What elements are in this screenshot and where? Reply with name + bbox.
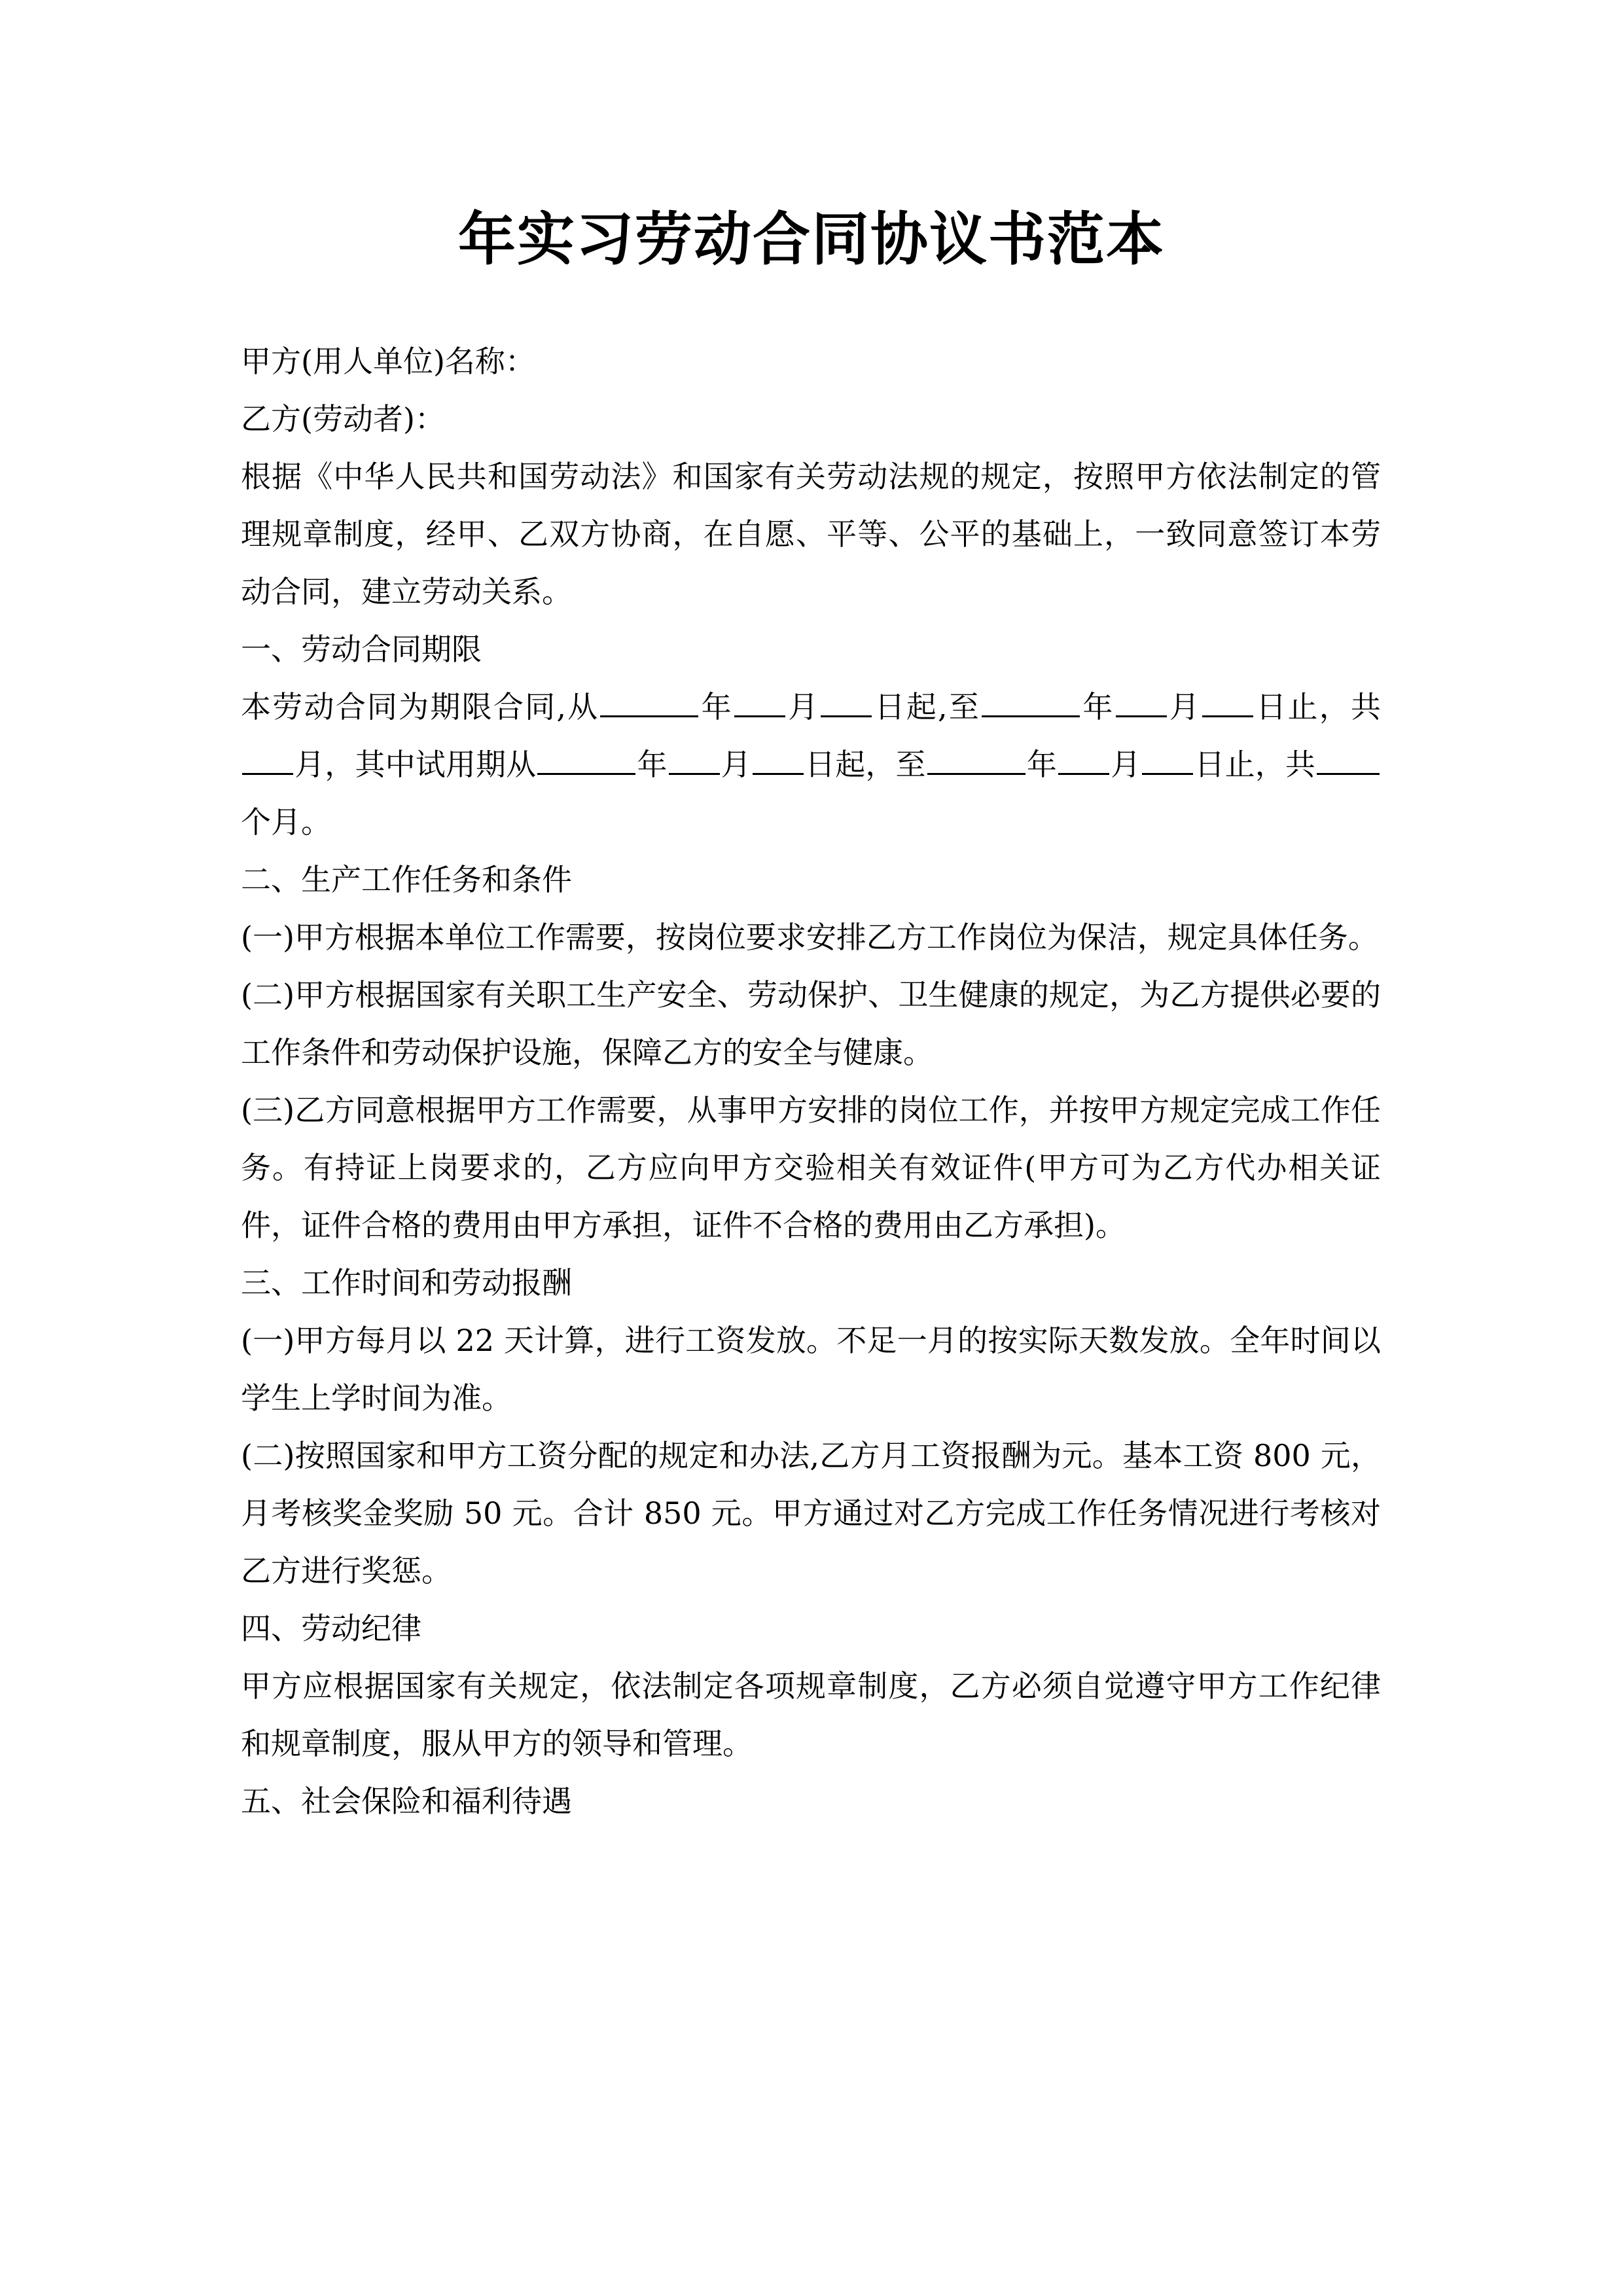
blank-total-months[interactable] bbox=[242, 743, 293, 775]
term-text-2: 年 bbox=[700, 689, 733, 725]
blank-end-month[interactable] bbox=[1116, 685, 1167, 717]
blank-probation-months[interactable] bbox=[1317, 743, 1380, 775]
section-4-item-1: 甲方应根据国家有关规定，依法制定各项规章制度，乙方必须自觉遵守甲方工作纪律和规章制度，服从甲方的领导和管理。 bbox=[241, 1668, 1381, 1761]
section-heading-5: 五、社会保险和福利待遇 bbox=[241, 1784, 572, 1819]
blank-start-month[interactable] bbox=[734, 685, 785, 717]
blank-start-year[interactable] bbox=[600, 685, 698, 717]
section-heading-2: 二、生产工作任务和条件 bbox=[241, 862, 572, 897]
section-3-item-2: (二)按照国家和甲方工资分配的规定和办法,乙方月工资报酬为元。基本工资 800 元，月考核奖金奖励 50 元。合计 850 元。甲方通过对乙方完成工作任务情况进行考核对乙方进行奖惩。 bbox=[241, 1438, 1381, 1588]
section-2-item-2: (二)甲方根据国家有关职工生产安全、劳动保护、卫生健康的规定，为乙方提供必要的工作条件和劳动保护设施，保障乙方的安全与健康。 bbox=[241, 977, 1381, 1070]
blank-end-day[interactable] bbox=[1202, 685, 1253, 717]
term-text-3: 月 bbox=[786, 689, 820, 725]
section-heading-3: 三、工作时间和劳动报酬 bbox=[241, 1265, 572, 1300]
page-title: 年实习劳动合同协议书范本 bbox=[457, 204, 1165, 273]
document-body bbox=[241, 332, 1381, 1830]
blank-start-day[interactable] bbox=[821, 685, 872, 717]
term-text-8: 月，其中试用期从 bbox=[294, 747, 537, 782]
party-b-label: 乙方(劳动者)： bbox=[241, 401, 445, 437]
term-text-9: 年 bbox=[637, 747, 668, 782]
section-2-item-1: (一)甲方根据本单位工作需要，按岗位要求安排乙方工作岗位为保洁，规定具体任务。 bbox=[241, 920, 1378, 955]
term-text-6: 月 bbox=[1168, 689, 1202, 725]
term-text-14: 日止，共 bbox=[1194, 747, 1316, 782]
section-heading-1: 一、劳动合同期限 bbox=[241, 632, 482, 667]
term-text-7: 日止，共 bbox=[1255, 689, 1382, 725]
blank-probation-start-day[interactable] bbox=[753, 743, 804, 775]
term-text-4: 日起,至 bbox=[873, 689, 981, 725]
blank-end-year[interactable] bbox=[982, 685, 1080, 717]
term-text-1: 本劳动合同为期限合同,从 bbox=[241, 689, 599, 725]
term-text-10: 月 bbox=[721, 747, 751, 782]
section-heading-4: 四、劳动纪律 bbox=[241, 1611, 421, 1646]
blank-probation-start-year[interactable] bbox=[537, 743, 635, 775]
blank-probation-end-year[interactable] bbox=[927, 743, 1026, 775]
blank-probation-end-day[interactable] bbox=[1142, 743, 1193, 775]
term-text-15: 个月。 bbox=[241, 804, 331, 840]
term-text-5: 年 bbox=[1081, 689, 1115, 725]
party-a-label: 甲方(用人单位)名称： bbox=[241, 344, 535, 379]
section-2-item-3: (三)乙方同意根据甲方工作需要，从事甲方安排的岗位工作，并按甲方规定完成工作任务。有持证上岗要求的，乙方应向甲方交验相关有效证件(甲方可为乙方代办相关证件，证件合格的费用由甲方承担，证件不合格的费用由乙方承担)。 bbox=[241, 1092, 1381, 1243]
blank-probation-end-month[interactable] bbox=[1058, 743, 1109, 775]
contract-term-line bbox=[241, 678, 1381, 851]
term-text-11: 日起，至 bbox=[804, 747, 926, 782]
blank-probation-start-month[interactable] bbox=[669, 743, 720, 775]
section-3-item-1: (一)甲方每月以 22 天计算，进行工资发放。不足一月的按实际天数发放。全年时间以学生上学时间为准。 bbox=[241, 1323, 1381, 1416]
term-text-13: 月 bbox=[1110, 747, 1141, 782]
preamble-paragraph: 根据《中华人民共和国劳动法》和国家有关劳动法规的规定，按照甲方依法制定的管理规章制度，经甲、乙双方协商，在自愿、平等、公平的基础上，一致同意签订本劳动合同，建立劳动关系。 bbox=[241, 459, 1381, 609]
term-text-12: 年 bbox=[1026, 747, 1057, 782]
